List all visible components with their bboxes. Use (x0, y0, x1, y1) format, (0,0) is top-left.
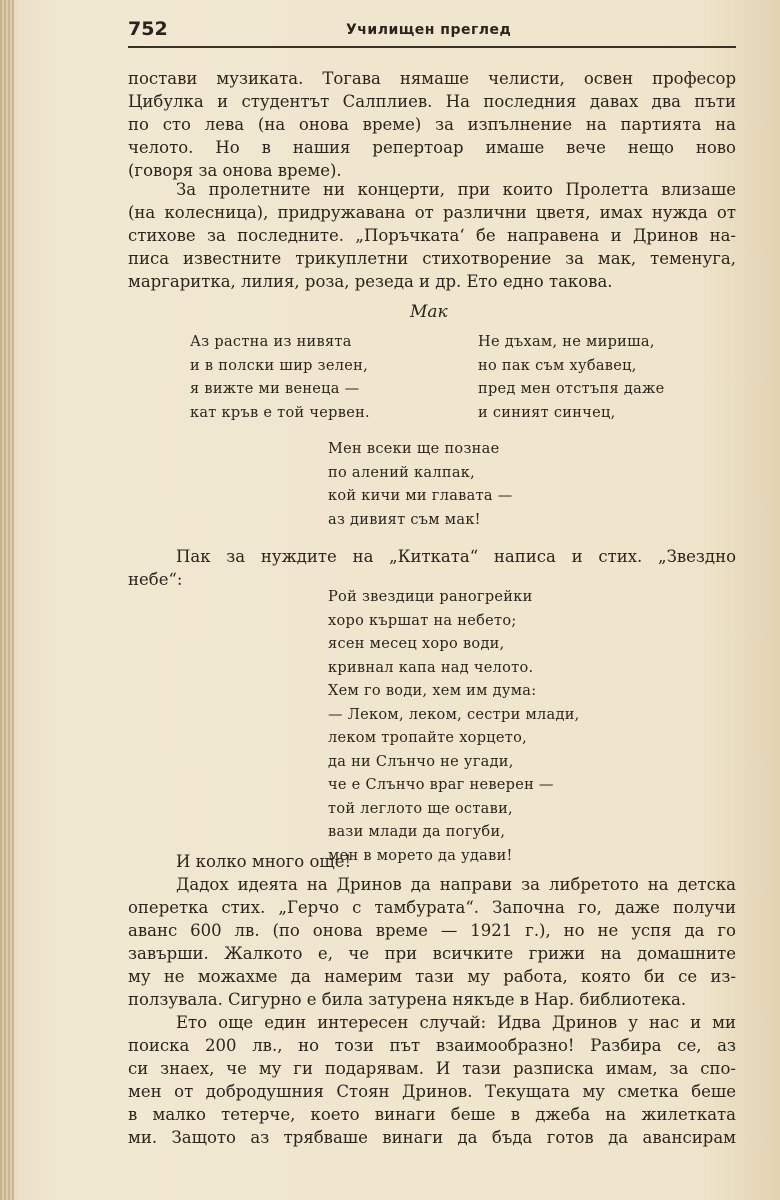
poem-title: Мак (410, 302, 448, 322)
poem-stanza-2 (478, 331, 665, 425)
poem-line: мен в морето да удави! (328, 847, 513, 864)
text-line: Ето още един интересен случай: Идва Дринов у нас и ми (176, 1013, 736, 1032)
poem-line: ясен месец хоро води, (328, 636, 505, 652)
paragraph-1 (128, 67, 736, 182)
poem-line: хоро кършат на небето; (328, 612, 517, 629)
poem-line: да ни Слънчо не угади, (328, 753, 514, 770)
poem-zvezdno-nebe (328, 586, 580, 868)
text-line: небе“: (128, 570, 183, 589)
poem-line: по алений калпак, (328, 464, 476, 481)
text-line: Дадох идеята на Дринов да направи за либретото на детска (176, 875, 736, 894)
poem-line: Мен всеки ще познае (328, 441, 500, 457)
poem-line: аз дивият съм мак! (328, 511, 481, 528)
poem-line: но пак съм хубавец, (478, 357, 637, 374)
text-line: писа известните трикуплетни стихотворение за мак, теменуга, (128, 249, 736, 268)
text-line: стихове за последните. „Поръчката‘ бе направена и Дринов на- (128, 226, 736, 245)
poem-line: пред мен отстъпя даже (478, 381, 665, 397)
text-line: мен от добродушния Стоян Дринов. Текущата му сметка беше (128, 1082, 736, 1101)
text-line: ми. Защото аз трябваше винаги да бъда готов да авансирам (128, 1128, 736, 1147)
poem-line: кат кръв е той червен. (190, 404, 370, 421)
poem-stanza-3 (328, 438, 513, 532)
poem-line: и в полски шир зелен, (190, 357, 368, 374)
poem-line: кривнал капа над челото. (328, 659, 534, 676)
running-title: Училищен преглед (346, 22, 512, 38)
text-line: постави музиката. Тогава нямаше челисти, освен професор (128, 69, 736, 88)
page-number: 752 (128, 18, 168, 40)
text-line: в малко тетерче, което винаги беше в джеба на жилетката (128, 1105, 736, 1124)
poem-line: Не дъхам, не мириша, (478, 334, 655, 350)
text-line: оперетка стих. „Герчо с тамбурата“. Започна го, даже получи (128, 898, 736, 917)
text-line: ползувала. Сигурно е била затурена някъде в Нар. библиотека. (128, 990, 687, 1009)
poem-line: той леглото ще остави, (328, 800, 513, 817)
poem-line: вази млади да погуби, (328, 824, 506, 840)
text-line: челото. Но в нашия репертоар имаше вече нещо ново (128, 138, 736, 157)
text-line: (на колесница), придружавана от различни цветя, имах нужда от (128, 203, 736, 222)
page-binding-edge (0, 0, 14, 1200)
poem-line: я вижте ми венеца — (190, 381, 360, 397)
text-line: му не можахме да намерим тази му работа, която би се из- (128, 967, 736, 986)
poem-line: Рой звездици раногрейки (328, 589, 533, 605)
poem-line: Хем го води, хем им дума: (328, 683, 537, 699)
page-header (128, 18, 736, 44)
poem-line: леком тропайте хорцето, (328, 730, 528, 746)
poem-line: — Леком, леком, сестри млади, (328, 706, 580, 723)
text-line: си знаех, че му ги подарявам. И тази разписка имам, за спо- (128, 1059, 736, 1078)
text-line: завърши. Жалкото е, че при всичките грижи на домашните (128, 944, 736, 963)
text-line: (говоря за онова време). (128, 161, 342, 180)
paragraph-3 (128, 545, 736, 591)
text-line: За пролетните ни концерти, при които Пролетта влизаше (176, 180, 736, 199)
text-line: по сто лева (на онова време) за изпълнение на партията на (128, 115, 736, 134)
text-line: поиска 200 лв., но този път взаимообразно! Разбира се, аз (128, 1036, 736, 1055)
poem-line: кой кичи ми главата — (328, 488, 513, 504)
text-line: маргаритка, лилия, роза, резеда и др. Ето едно такова. (128, 272, 613, 291)
header-rule (128, 46, 736, 48)
poem-line: и синият синчец, (478, 404, 616, 421)
text-line: И колко много още! (176, 852, 352, 871)
paragraph-2 (128, 178, 736, 293)
text-line: аванс 600 лв. (по онова време — 1921 г.), но не успя да го (128, 921, 736, 940)
text-line: Цибулка и студентът Салплиев. На последния давах два пъти (128, 92, 736, 111)
paragraph-4 (128, 850, 736, 1149)
poem-line: че е Слънчо враг неверен — (328, 777, 554, 793)
text-line: Пак за нуждите на „Китката“ написа и стих. „Звездно (176, 547, 736, 566)
poem-line: Аз растна из нивята (190, 334, 352, 350)
poem-stanza-1 (190, 331, 370, 425)
